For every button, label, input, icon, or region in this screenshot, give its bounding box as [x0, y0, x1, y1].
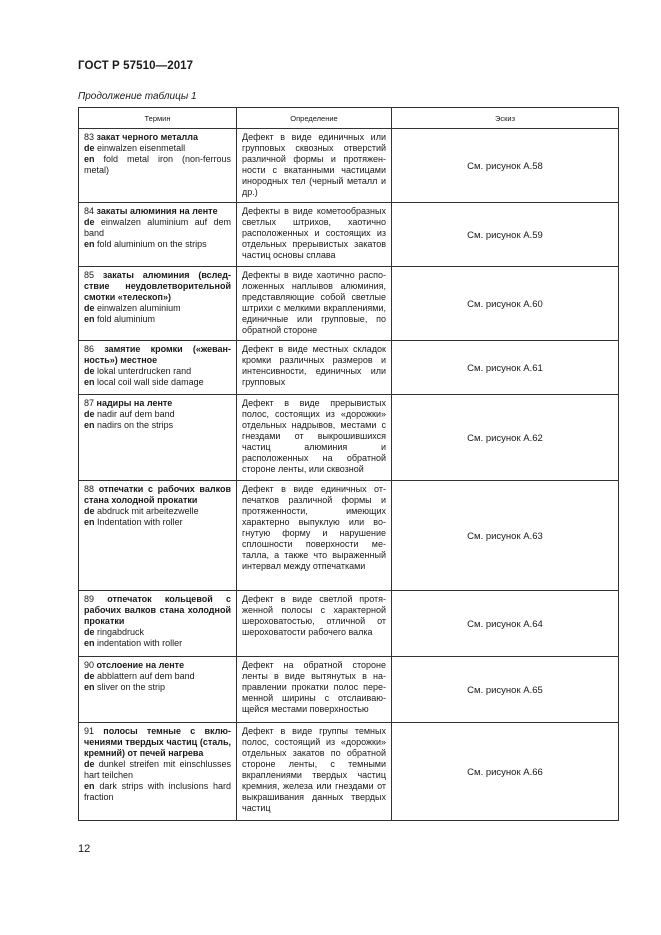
lang-de-label: de — [84, 143, 95, 153]
term-number: 83 — [84, 132, 95, 142]
term-number: 87 — [84, 398, 95, 408]
term-name: замятие кромки («жеванность») местное — [84, 344, 231, 365]
table-row — [79, 395, 619, 481]
term-cell — [79, 657, 237, 723]
term-de-text: lokal unterdrucken rand — [97, 366, 192, 376]
term-name: полосы темные с включениями твердых частиц (сталь, кремний) от печей нагрева — [84, 726, 231, 758]
sketch-cell: См. рисунок А.64 — [392, 591, 619, 657]
term-en-text: local coil wall side damage — [97, 377, 204, 387]
lang-en-label: en — [84, 638, 95, 648]
lang-de-label: de — [84, 217, 95, 227]
lang-en-label: en — [84, 239, 95, 249]
term-de-text: abdruck mit arbeitezwelle — [97, 506, 199, 516]
term-de — [84, 671, 231, 682]
definition-cell: Дефект в виде прерывистых полос, состоящих из «дорожки» отдельных надрывов, местами с гнездами от выкрошившихся частиц алюминия и расположенных на обратной стороне ленты, или сквозной — [237, 395, 392, 481]
definition-cell: Дефект в виде единичных отпечатков различной формы и протяженности, имеющих характерно выпуклую или вогнутую форму и нарушение сплошности поверхности металла, а также что выраженный интервал между отпечатками — [237, 481, 392, 591]
table-caption: Продолжение таблицы 1 — [78, 91, 197, 102]
definition-cell: Дефект в виде группы темных полос, состоящий из «дорожки» отдельных закатов по обратной стороне ленты, с темными вкраплениями твердых частиц кремния, железа или гнездами от выкрашивания данных твердых частиц — [237, 723, 392, 821]
table-row — [79, 591, 619, 657]
sketch-cell: См. рисунок А.65 — [392, 657, 619, 723]
definition-cell: Дефект в виде местных складок кромки различных размеров и интенсивности, единичных или групповых — [237, 341, 392, 395]
term-name: отпечаток кольцевой с рабочих валков стана холодной прокатки — [84, 594, 231, 626]
term-de-text: abblattern auf dem band — [97, 671, 195, 681]
terms-table — [78, 107, 619, 821]
term-cell — [79, 395, 237, 481]
term-en-text: sliver on the strip — [97, 682, 166, 692]
table-row — [79, 481, 619, 591]
term-cell — [79, 203, 237, 267]
term-en-text: fold aluminium — [97, 314, 156, 324]
term-en — [84, 154, 231, 176]
definition-cell: Дефект в виде светлой протяженной полосы с характерной шероховатостью, отличной от шероховатости рабочего валка — [237, 591, 392, 657]
definition-cell: Дефект в виде единичных или групповых сквозных отверстий различной формы и протяженности с вкатанными частицами инородных тел (черный металл и др.) — [237, 129, 392, 203]
lang-en-label: en — [84, 377, 95, 387]
sketch-cell: См. рисунок А.62 — [392, 395, 619, 481]
term-de-text: dunkel streifen mit einschlusses hart teilchen — [84, 759, 231, 780]
term-de — [84, 303, 231, 314]
table-row — [79, 341, 619, 395]
column-header-definition: Определение — [237, 108, 392, 129]
lang-de-label: de — [84, 506, 95, 516]
lang-en-label: en — [84, 517, 95, 527]
term-de — [84, 759, 231, 781]
column-header-sketch: Эскиз — [392, 108, 619, 129]
term-en — [84, 239, 231, 250]
term-number: 84 — [84, 206, 95, 216]
table-row — [79, 203, 619, 267]
term-en — [84, 314, 231, 325]
term-en-text: fold aluminium on the strips — [97, 239, 207, 249]
term-en-text: nadirs on the strips — [97, 420, 174, 430]
term-name: надиры на ленте — [96, 398, 173, 408]
term-name: закат черного металла — [96, 132, 198, 142]
table-row — [79, 267, 619, 341]
lang-de-label: de — [84, 627, 95, 637]
term-number: 90 — [84, 660, 95, 670]
term-name: отслоение на ленте — [96, 660, 185, 670]
term-de — [84, 143, 231, 154]
term-number: 88 — [84, 484, 95, 494]
lang-en-label: en — [84, 781, 95, 791]
sketch-cell: См. рисунок А.58 — [392, 129, 619, 203]
sketch-cell: См. рисунок А.61 — [392, 341, 619, 395]
term-de-text: einwalzen eisenmetall — [97, 143, 186, 153]
term-de-text: einwalzen aluminium — [97, 303, 181, 313]
term-en — [84, 420, 231, 431]
term-cell — [79, 267, 237, 341]
page-number: 12 — [78, 843, 91, 855]
term-de — [84, 627, 231, 638]
definition-cell: Дефекты в виде хаотично расположенных наплывов алюминия, представляющие собой светлые штрихи с мелкими вкраплениями, единичные или групповые, по обратной стороне — [237, 267, 392, 341]
lang-en-label: en — [84, 420, 95, 430]
term-en — [84, 638, 231, 649]
term-en-text: indentation with roller — [97, 638, 183, 648]
definition-cell: Дефект на обратной стороне ленты в виде вытянутых в направлении прокатки полос переменной ширины с отслаивающейся местами поверхностью — [237, 657, 392, 723]
lang-de-label: de — [84, 759, 95, 769]
term-de-text: nadir auf dem band — [97, 409, 175, 419]
table-header-row — [79, 108, 619, 129]
term-en — [84, 517, 231, 528]
term-cell — [79, 341, 237, 395]
term-de-text: ringabdruck — [97, 627, 145, 637]
term-en-text: fold metal iron (non-ferrous metal) — [84, 154, 231, 175]
table-row — [79, 723, 619, 821]
sketch-cell: См. рисунок А.60 — [392, 267, 619, 341]
lang-de-label: de — [84, 409, 95, 419]
lang-en-label: en — [84, 314, 95, 324]
term-de — [84, 409, 231, 420]
term-number: 91 — [84, 726, 95, 736]
term-de-text: einwalzen aluminium auf dem band — [84, 217, 231, 238]
term-cell — [79, 129, 237, 203]
sketch-cell: См. рисунок А.63 — [392, 481, 619, 591]
lang-de-label: de — [84, 671, 95, 681]
term-name: закаты алюминия на ленте — [96, 206, 218, 216]
term-name: закаты алюминия (вследствие неудовлетворительной смотки «телескоп») — [84, 270, 231, 302]
table-row — [79, 657, 619, 723]
term-en-text: Indentation with roller — [97, 517, 183, 527]
term-en — [84, 781, 231, 803]
sketch-cell: См. рисунок А.66 — [392, 723, 619, 821]
lang-en-label: en — [84, 682, 95, 692]
sketch-cell: См. рисунок А.59 — [392, 203, 619, 267]
document-header: ГОСТ Р 57510—2017 — [78, 60, 194, 72]
term-number: 85 — [84, 270, 95, 280]
term-number: 86 — [84, 344, 95, 354]
term-de — [84, 217, 231, 239]
definition-cell: Дефекты в виде кометообразных светлых штрихов, хаотично расположенных и состоящих из отдельных прерывистых закатов частиц основы сплава — [237, 203, 392, 267]
term-de — [84, 506, 231, 517]
column-header-term: Термин — [79, 108, 237, 129]
lang-de-label: de — [84, 366, 95, 376]
term-cell — [79, 723, 237, 821]
term-en-text: dark strips with inclusions hard fraction — [84, 781, 231, 802]
term-cell — [79, 591, 237, 657]
term-name: отпечатки с рабочих валков стана холодной прокатки — [84, 484, 231, 505]
term-de — [84, 366, 231, 377]
term-number: 89 — [84, 594, 95, 604]
term-cell — [79, 481, 237, 591]
table-row — [79, 129, 619, 203]
lang-de-label: de — [84, 303, 95, 313]
term-en — [84, 377, 231, 388]
lang-en-label: en — [84, 154, 95, 164]
term-en — [84, 682, 231, 693]
